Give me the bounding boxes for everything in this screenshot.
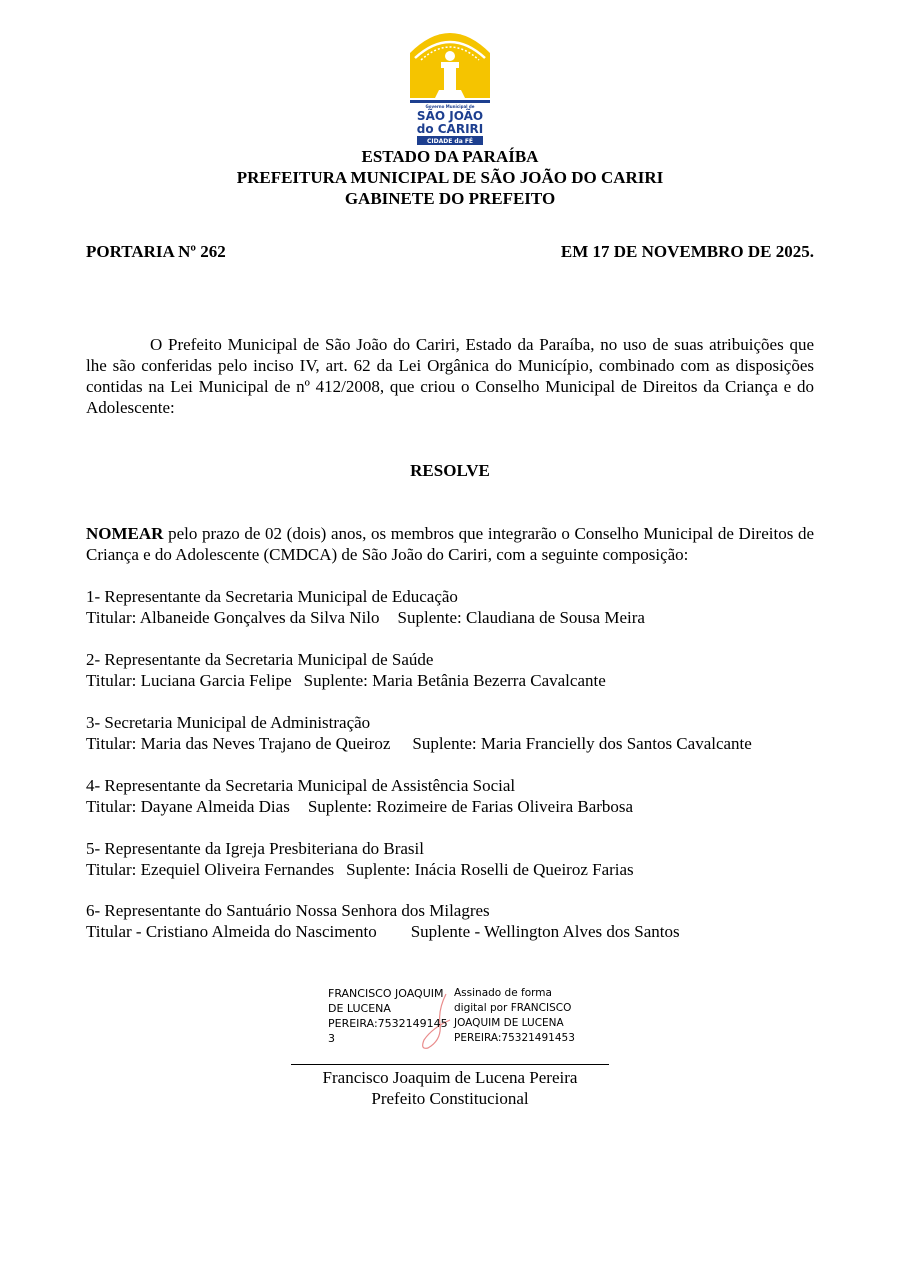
member-1-titular: Titular: Albaneide Gonçalves da Silva Nilo (86, 608, 380, 627)
member-1-title: 1- Representante da Secretaria Municipal de Educação (86, 587, 458, 606)
nomear-paragraph (86, 523, 814, 565)
header-gabinete: GABINETE DO PREFEITO (344, 189, 556, 208)
logo-tagline: CIDADE da FÉ (426, 138, 474, 145)
member-6-title: 6- Representante do Santuário Nossa Senhora dos Milagres (86, 901, 490, 920)
member-2-title: 2- Representante da Secretaria Municipal de Saúde (86, 650, 434, 669)
signature-note (454, 986, 584, 1046)
member-6-suplente: Suplente - Wellington Alves dos Santos (410, 922, 680, 941)
member-4-titular: Titular: Dayane Almeida Dias (86, 797, 290, 816)
member-2-names (86, 670, 606, 691)
signatory-name: Francisco Joaquim de Lucena Pereira (322, 1068, 578, 1087)
member-4-title: 4- Representante da Secretaria Municipal de Assistência Social (86, 776, 516, 795)
portaria-date: EM 17 DE NOVEMBRO DE 2025. (560, 242, 814, 261)
signature-signer (328, 986, 453, 1046)
member-5-suplente: Suplente: Inácia Roselli de Queiroz Farias (346, 860, 634, 879)
member-3-titular: Titular: Maria das Neves Trajano de Queiroz (86, 734, 391, 753)
nomear-keyword: NOMEAR (86, 524, 164, 543)
member-2-suplente: Suplente: Maria Betânia Bezerra Cavalcante (303, 671, 606, 690)
intro-paragraph: O Prefeito Municipal de São João do Cariri, Estado da Paraíba, no uso de suas atribuições que lhe são conferidas pelo inciso IV, art. 62 da Lei Orgânica do Município, combinado com as disposições contidas na Lei Municipal de nº 412/2008, que criou o Conselho Municipal de Direitos da Criança e do Adolescente: (86, 335, 814, 417)
logo-line2: do CARIRI (416, 122, 484, 136)
member-1-names (86, 607, 645, 628)
header-prefeitura: PREFEITURA MUNICIPAL DE SÃO JOÃO DO CARIRI (236, 168, 664, 187)
resolve-heading: RESOLVE (410, 461, 490, 480)
signature-note-line1: Assinado de forma (454, 987, 552, 999)
member-5-names (86, 859, 634, 880)
signature-note-line3: JOAQUIM DE LUCENA (454, 1017, 564, 1029)
signature-signer-line1: FRANCISCO JOAQUIM (328, 987, 444, 1000)
member-1-suplente: Suplente: Claudiana de Sousa Meira (397, 608, 645, 627)
signatory-title: Prefeito Constitucional (371, 1089, 529, 1108)
signature-note-line4: PEREIRA:75321491453 (454, 1032, 575, 1044)
member-4-suplente: Suplente: Rozimeire de Farias Oliveira Barbosa (307, 797, 634, 816)
member-3-title: 3- Secretaria Municipal de Administração (86, 713, 371, 732)
member-6-names (86, 921, 680, 942)
logo-line1: SÃO JOÃO (416, 109, 484, 123)
digital-signature (328, 986, 588, 1050)
member-4-names (86, 796, 633, 817)
header-state: ESTADO DA PARAÍBA (361, 147, 539, 166)
member-3-names (86, 733, 752, 754)
signature-line (291, 1064, 609, 1065)
signature-signer-line4: 3 (328, 1032, 335, 1045)
municipal-logo (405, 18, 495, 148)
member-5-titular: Titular: Ezequiel Oliveira Fernandes (86, 860, 335, 879)
member-6-titular: Titular - Cristiano Almeida do Nascimento (86, 922, 377, 941)
logo-small-text: Governo Municipal de (425, 104, 475, 109)
member-5-title: 5- Representante da Igreja Presbiteriana do Brasil (86, 839, 424, 858)
signature-signer-line3: PEREIRA:7532149145 (328, 1017, 448, 1030)
signature-note-line2: digital por FRANCISCO (454, 1002, 572, 1014)
nomear-text: pelo prazo de 02 (dois) anos, os membros que integrarão o Conselho Municipal de Direitos de Criança e do Adolescente (CMDCA) de São João do Cariri, com a seguinte composição: (86, 524, 814, 564)
portaria-number: PORTARIA Nº 262 (86, 242, 226, 261)
member-2-titular: Titular: Luciana Garcia Felipe (86, 671, 292, 690)
member-3-suplente: Suplente: Maria Francielly dos Santos Cavalcante (412, 734, 752, 753)
signature-signer-line2: DE LUCENA (328, 1002, 391, 1015)
